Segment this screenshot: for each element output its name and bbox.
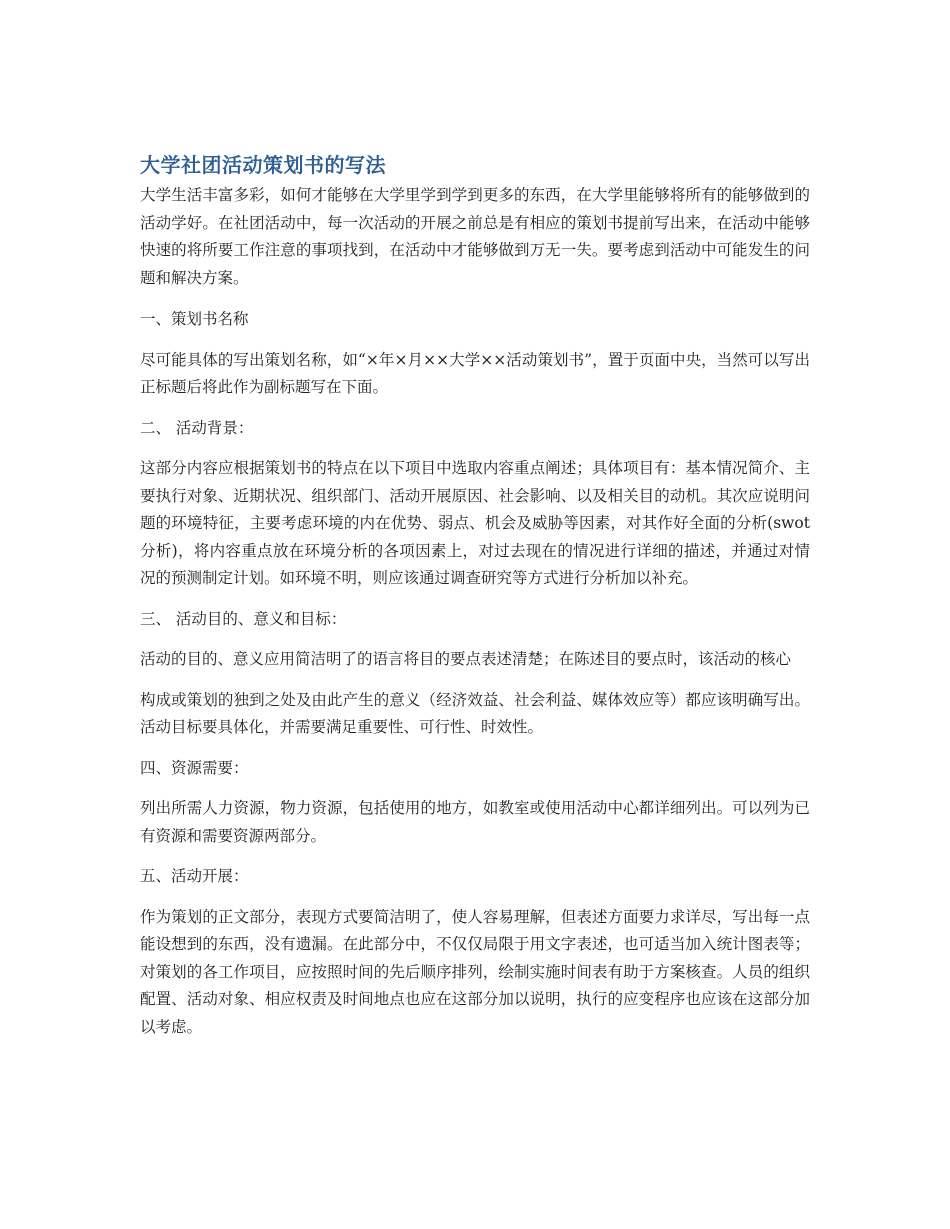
section-paragraph: 尽可能具体的写出策划名称，如“×年×月××大学××活动策划书”，置于页面中央，当然可以写出正标题后将此作为副标题写在下面。 (140, 350, 810, 396)
section-paragraph: 作为策划的正文部分，表现方式要简洁明了，使人容易理解，但表述方面要力求详尽，写出每一点能设想到的东西，没有遗漏。在此部分中，不仅仅局限于用文字表述，也可适当加入统计图表等；对策划的各工作项目，应按照时间的先后顺序排列，绘制实施时间表有助于方案核查。人员的组织配置、活动对象、相应权责及时间地点也应在这部分加以说明，执行的应变程序也应该在这部分加以考虑。 (140, 907, 810, 1036)
section-heading-purpose: 三、 活动目的、意义和目标： (140, 609, 347, 628)
section-paragraph: 活动的目的、意义应用简洁明了的语言将目的要点表述清楚；在陈述目的要点时，该活动的核心 (140, 650, 792, 668)
document-title: 大学社团活动策划书的写法 (140, 153, 386, 177)
document-body (140, 150, 810, 1054)
section-paragraph: 列出所需人力资源，物力资源，包括使用的地方，如教室或使用活动中心都详细列出。可以列为已有资源和需要资源两部分。 (140, 799, 810, 845)
section-heading-background: 二、 活动背景： (140, 418, 254, 437)
section-paragraph: 构成或策划的独到之处及由此产生的意义（经济效益、社会利益、媒体效应等）都应该明确写出。活动目标要具体化，并需要满足重要性、可行性、时效性。 (140, 690, 810, 736)
section-paragraph: 这部分内容应根据策划书的特点在以下项目中选取内容重点阐述；具体项目有：基本情况简介、主要执行对象、近期状况、组织部门、活动开展原因、社会影响、以及相关目的动机。其次应说明问题的环境特征，主要考虑环境的内在优势、弱点、机会及威胁等因素，对其作好全面的分析(swot 分析)，将内容重点放在环境分析的各项因素上，对过去现在的情况进行详细的描述，并通过对情况的预测制定计划。如环境不明，则应该通过调查研究等方式进行分析加以补充。 (140, 459, 810, 587)
section-heading-activity: 五、活动开展： (140, 867, 249, 885)
section-heading-name: 一、策划书名称 (140, 310, 249, 328)
section-heading-resources: 四、资源需要： (140, 758, 249, 777)
intro-paragraph: 大学生活丰富多彩，如何才能够在大学里学到学到更多的东西，在大学里能够将所有的能够做到的活动学好。在社团活动中，每一次活动的开展之前总是有相应的策划书提前写出来，在活动中能够快速的将所要工作注意的事项找到，在活动中才能够做到万无一失。要考虑到活动中可能发生的问题和解决方案。 (140, 186, 810, 287)
